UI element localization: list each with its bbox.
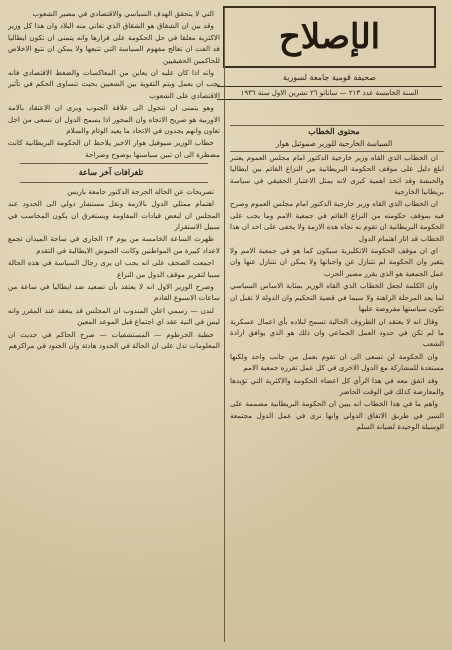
article-header-box xyxy=(230,125,444,152)
article-paragraph: واهم ما في هذا الخطاب انه يبين ان الحكومة البريطانية مصممة على السير في طريق الاتفاق الدولي وانها ترى في عمل الدول مجتمعة الوسيلة الوحيدة لصيانة السلم xyxy=(230,399,444,432)
telegram-item: تصريحات عن الحالة الحرجة الدكتور جامعة باريس xyxy=(67,186,214,196)
article-paragraph: ان الخطاب الذي القاه وزير خارجية الدكتور امام مجلس العموم وصرح فيه بموقف حكومته من النزاع القائم في جمعية الامم وما يجب على الحكومة البريطانية ان تقوم به تجاه هذه الازمة ولا يخفى على احد ان هذا الخطاب قد اثار اهتمام الدول xyxy=(230,199,444,243)
telegram-item: اهتمام ممثلي الدول بالازمة ونقل مستشار دولي الى الحدود عند المجلس ان لبعض قيادات المقاومة ويستغرق ان يكون المحاسب في سبيل الاستقرار xyxy=(8,199,220,231)
telegram-item: اجمعت الصحف على انه يجب ان يرى رجال السياسة في هذه الحالة سببا لتقرير موقف الدول من النزاع xyxy=(8,258,220,279)
article-paragraph: وقال انه لا يعتقد ان الظروف الحالية تسمح لبلاده بأي اعمال عسكرية ما لم تكن في حدود العمل الجماعي وان ذلك هو الذي يوافق ارادة الشعب xyxy=(230,316,444,349)
left-column xyxy=(8,8,220,644)
column-divider xyxy=(224,8,225,642)
telegram-item: لندن — رسمي اعلن المندوب ان المجلس قد ينعقد عند المقرر وانه ليس في النية عقد اي اجتماع قبل الموعد المعين xyxy=(8,305,220,327)
telegram-item: ظهرت الساعة الخامسة من يوم ١٣ الجاري في ساحة الميدان تجمع لاعداد كبيرة من المواطنين وكانت الجيوش الايطالية في التقدم xyxy=(8,234,220,255)
article-paragraph: وان الكلمة لجعل الخطاب الذي القاه الوزير بمثابة الاساس السياسي لما بعد المرحلة الراهنة ولا سيما في قضية التحكيم وان الدولة لا تقبل ان تكون سياستها مفروضة عليها xyxy=(230,281,444,314)
right-column xyxy=(230,125,444,645)
telegram-item: وصرح الوزير الاول انه لا يعتقد بأن تصعيد ضد ايطاليا في ساعة من ساعات الاسبوع القادم xyxy=(8,281,220,303)
masthead xyxy=(217,6,442,121)
article-heading: محتوى الخطاب xyxy=(308,126,360,136)
masthead-box xyxy=(223,6,436,68)
article-paragraph: وان الحكومة لن تسعى الى ان تقوم بعمل من جانب واحد ولكنها مستعدة للمشاركة مع الدول الاخرى في كل عمل تقرره جمعية الامم xyxy=(230,351,444,373)
issue-meta: السنة الخامسة عدد ٢١٣ — ساناتو ٢٦ تشرين الاول سنة ١٩٣٦ xyxy=(217,86,442,100)
article-paragraph: خطاب الوزير سيوفيل هوار الاخير يلاحظ ان الحكومة البريطانية كانت مضطرة الى ان تبين سياستها بوضوح وصراحة xyxy=(8,138,220,159)
article-paragraph: التي لا يتحقق الهدف السياسي والاقتصادي في مصير الشعوب xyxy=(32,9,214,18)
article-paragraph: وانه اذا كان عليه ان يعاين من المعاكسات والضغط الاقتصادي فانه يجب ان يعمل ويتم التقوية بين الشعبين بحيث تتساوى الحكم في تأثير الاقتصادي على الشعوب xyxy=(8,68,220,100)
article-paragraph: وقد بين ان الشقاق هو الشقاق الذي تعاني منه البلاد وان هذا كل وزير الاكثرية معلقا في حل الحكومة على قرارها وانه يتمنى ان تكون ايطاليا قد الفت ان تعالج مفهوم السياسة التي تتبعها ولا يمكن ان تتبع الاخلاص للحاكمين الحقيقيين xyxy=(8,21,220,65)
article-paragraph: وقد اتفق معه في هذا الرأي كل اعضاء الحكومة والاكثرية التي تؤيدها والمعارضة كذلك في الوقت الحاضر xyxy=(230,375,444,396)
article-subheading: السياسة الخارجية للوزير صموئيل هوار xyxy=(275,139,393,149)
section-divider xyxy=(20,182,208,183)
newspaper-title: الإصلاح xyxy=(278,17,381,57)
telegrams-heading: تلغرافات آخر ساعة xyxy=(78,167,144,178)
telegram-item: خطبة الخرطوم — المستشفيات — صرح الحاكم في حديث ان المعلومات تدل على ان الحالة في الحدود هادئة وان الجنود في مراكزهم xyxy=(8,329,220,350)
article-paragraph: ان الخطاب الذي القاه وزير خارجية الدكتور امام مجلس العموم يعتبر ابلغ دليل على موقف الحكومة البريطانية من النزاع القائم بين ايطاليا والحبشة وقد اتخذ اهمية كبرى لانه يمثل الاعتبار الحقيقي في سياسة بريطانيا الخارجية xyxy=(230,152,444,197)
article-paragraph: اي ان موقف الحكومة الانكليزية سيكون كما هو في جمعية الامم ولا يتغير وان الحكومة لم تتنازل عن واجباتها ولا يمكن ان تتنازل عنها وان عمل الجمعية هو الذي يقرر مصير الحرب xyxy=(230,246,444,278)
section-divider xyxy=(20,163,208,164)
newspaper-subtitle: صحيفة قومية جامعة لسورية xyxy=(282,73,377,82)
article-paragraph: وهو يتمنى ان تتحول الى علاقة الجنوب ويرى ان الاعتقاد بالامة الاوربية هو صريح الاتجاه وان المحور اذا يسمح الدول ان تسعى من اجل تعاون وانهم يجدون في الاتحاد ما يعيد الوئام والسلام xyxy=(8,103,220,136)
